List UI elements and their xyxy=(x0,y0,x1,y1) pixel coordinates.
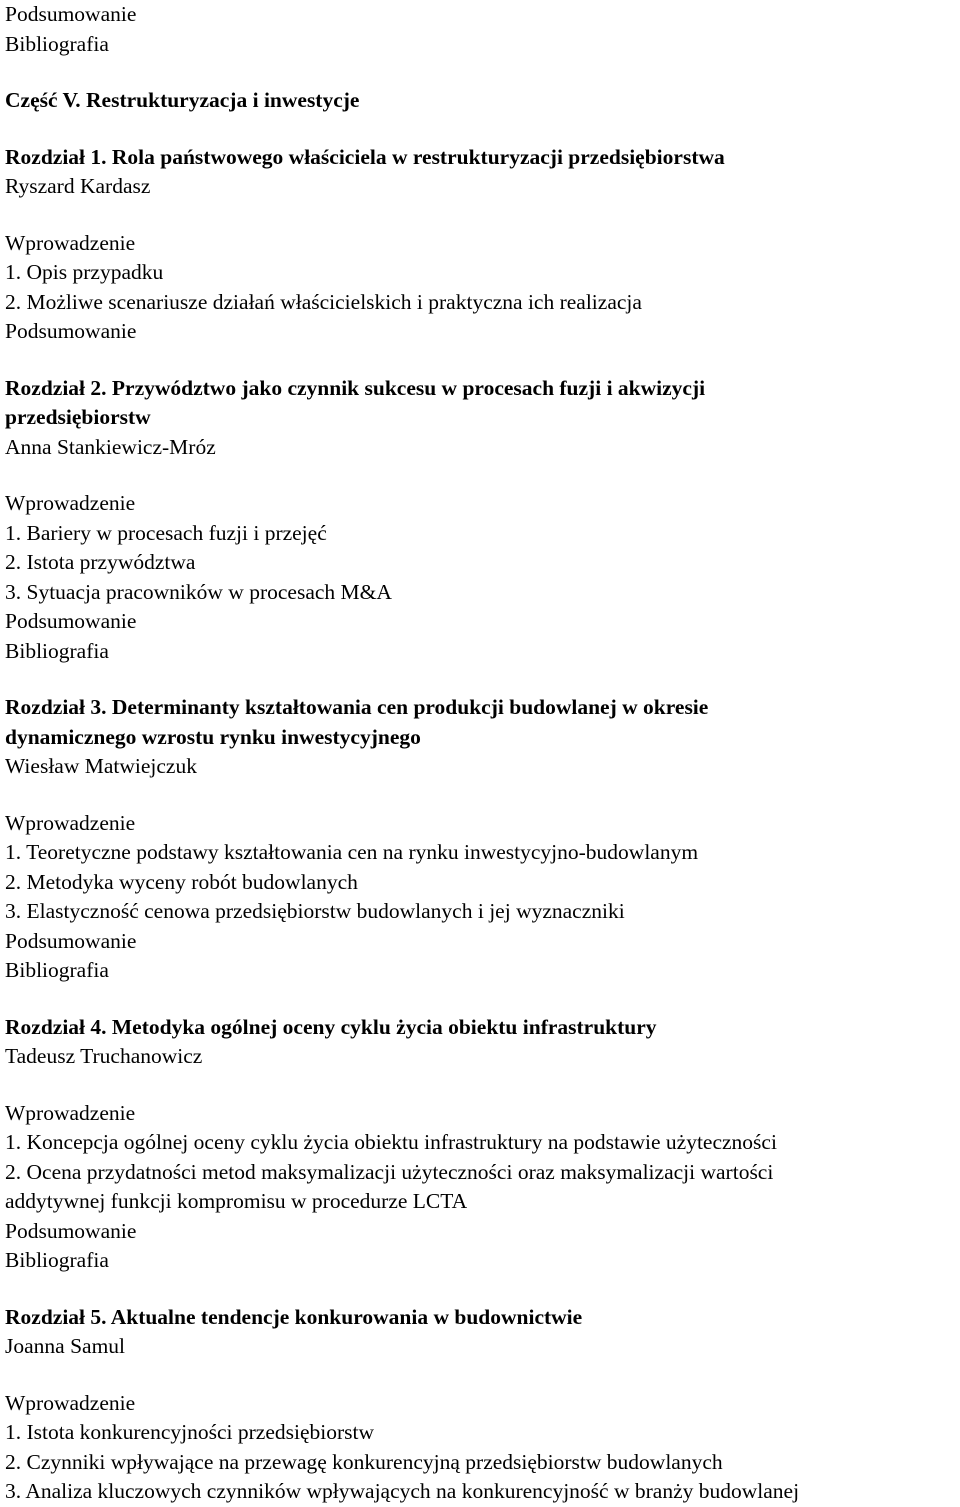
chapter-title: Rozdział 5. Aktualne tendencje konkurowania w budownictwie xyxy=(5,1304,583,1329)
toc-entry: 2. Metodyka wyceny robót budowlanych xyxy=(5,869,358,894)
toc-entry: 2. Możliwe scenariusze działań właścicielskich i praktyczna ich realizacja xyxy=(5,289,642,314)
chapter-2 xyxy=(5,374,960,667)
toc-entry: Wprowadzenie xyxy=(5,1100,136,1125)
chapter-author: Joanna Samul xyxy=(5,1334,126,1358)
spacer xyxy=(5,986,960,1013)
toc-entry: Bibliografia xyxy=(5,1248,109,1272)
toc-entry: 2. Istota przywództwa xyxy=(5,550,196,574)
spacer xyxy=(5,1362,960,1389)
toc-entry: Wprowadzenie xyxy=(5,230,136,255)
toc-entry: 1. Opis przypadku xyxy=(5,260,164,284)
chapter-1 xyxy=(5,143,960,347)
toc-entry: 2. Czynniki wpływające na przewagę konkurencyjną przedsiębiorstw budowlanych xyxy=(5,1449,723,1474)
toc-entry: Wprowadzenie xyxy=(5,1390,136,1415)
toc-entry: 1. Teoretyczne podstawy kształtowania cen na rynku inwestycyjno-budowlanym xyxy=(5,840,699,864)
spacer xyxy=(5,1072,960,1099)
chapter-title: Rozdział 2. Przywództwo jako czynnik sukcesu w procesach fuzji i akwizycji xyxy=(5,375,706,400)
toc-entry: 1. Istota konkurencyjności przedsiębiorstw xyxy=(5,1420,374,1444)
spacer xyxy=(5,116,960,143)
chapter-title-cont: dynamicznego wzrostu rynku inwestycyjnego xyxy=(5,724,421,749)
toc-entry: 3. Analiza kluczowych czynników wpływających na konkurencyjność w branży budowlanej xyxy=(5,1479,800,1503)
spacer xyxy=(5,462,960,489)
toc-entry: Wprowadzenie xyxy=(5,810,136,835)
chapter-title: Rozdział 3. Determinanty kształtowania cen produkcji budowlanej w okresie xyxy=(5,695,709,719)
spacer xyxy=(5,666,960,693)
spacer xyxy=(5,347,960,374)
spacer xyxy=(5,782,960,809)
toc-entry: Wprowadzenie xyxy=(5,491,136,515)
toc-entry: 1. Bariery w procesach fuzji i przejęć xyxy=(5,520,327,545)
part-title: Część V. Restrukturyzacja i inwestycje xyxy=(5,88,360,112)
toc-entry: Bibliografia xyxy=(5,31,109,56)
chapter-author: Anna Stankiewicz-Mróz xyxy=(5,434,216,459)
toc-entry: addytywnej funkcji kompromisu w procedurze LCTA xyxy=(5,1189,468,1213)
chapter-author: Tadeusz Truchanowicz xyxy=(5,1044,203,1068)
toc-entry: 1. Koncepcja ogólnej oceny cyklu życia obiektu infrastruktury na podstawie użyteczności xyxy=(5,1130,777,1154)
chapter-title-cont: przedsiębiorstw xyxy=(5,405,151,429)
spacer xyxy=(5,59,960,86)
toc-entry: Podsumowanie xyxy=(5,319,137,343)
toc-entry: Bibliografia xyxy=(5,638,109,663)
toc-entry: Podsumowanie xyxy=(5,609,137,633)
chapter-4 xyxy=(5,1013,960,1276)
chapter-author: Ryszard Kardasz xyxy=(5,174,151,198)
chapter-5 xyxy=(5,1303,960,1507)
toc-entry: 3. Sytuacja pracowników w procesach M&A xyxy=(5,579,392,604)
chapter-title: Rozdział 1. Rola państwowego właściciela w restrukturyzacji przedsiębiorstwa xyxy=(5,144,725,169)
chapter-3 xyxy=(5,693,960,986)
toc-entry: 2. Ocena przydatności metod maksymalizacji użyteczności oraz maksymalizacji wartości xyxy=(5,1159,774,1184)
spacer xyxy=(5,202,960,229)
toc-entry: Bibliografia xyxy=(5,958,109,982)
toc-entry: Podsumowanie xyxy=(5,928,137,953)
chapter-author: Wiesław Matwiejczuk xyxy=(5,754,197,778)
chapter-title: Rozdział 4. Metodyka ogólnej oceny cyklu życia obiektu infrastruktury xyxy=(5,1014,657,1039)
toc-entry: Podsumowanie xyxy=(5,1218,137,1243)
toc-entry: Podsumowanie xyxy=(5,2,137,26)
spacer xyxy=(5,1276,960,1303)
toc-entry: 3. Elastyczność cenowa przedsiębiorstw budowlanych i jej wyznaczniki xyxy=(5,899,625,923)
